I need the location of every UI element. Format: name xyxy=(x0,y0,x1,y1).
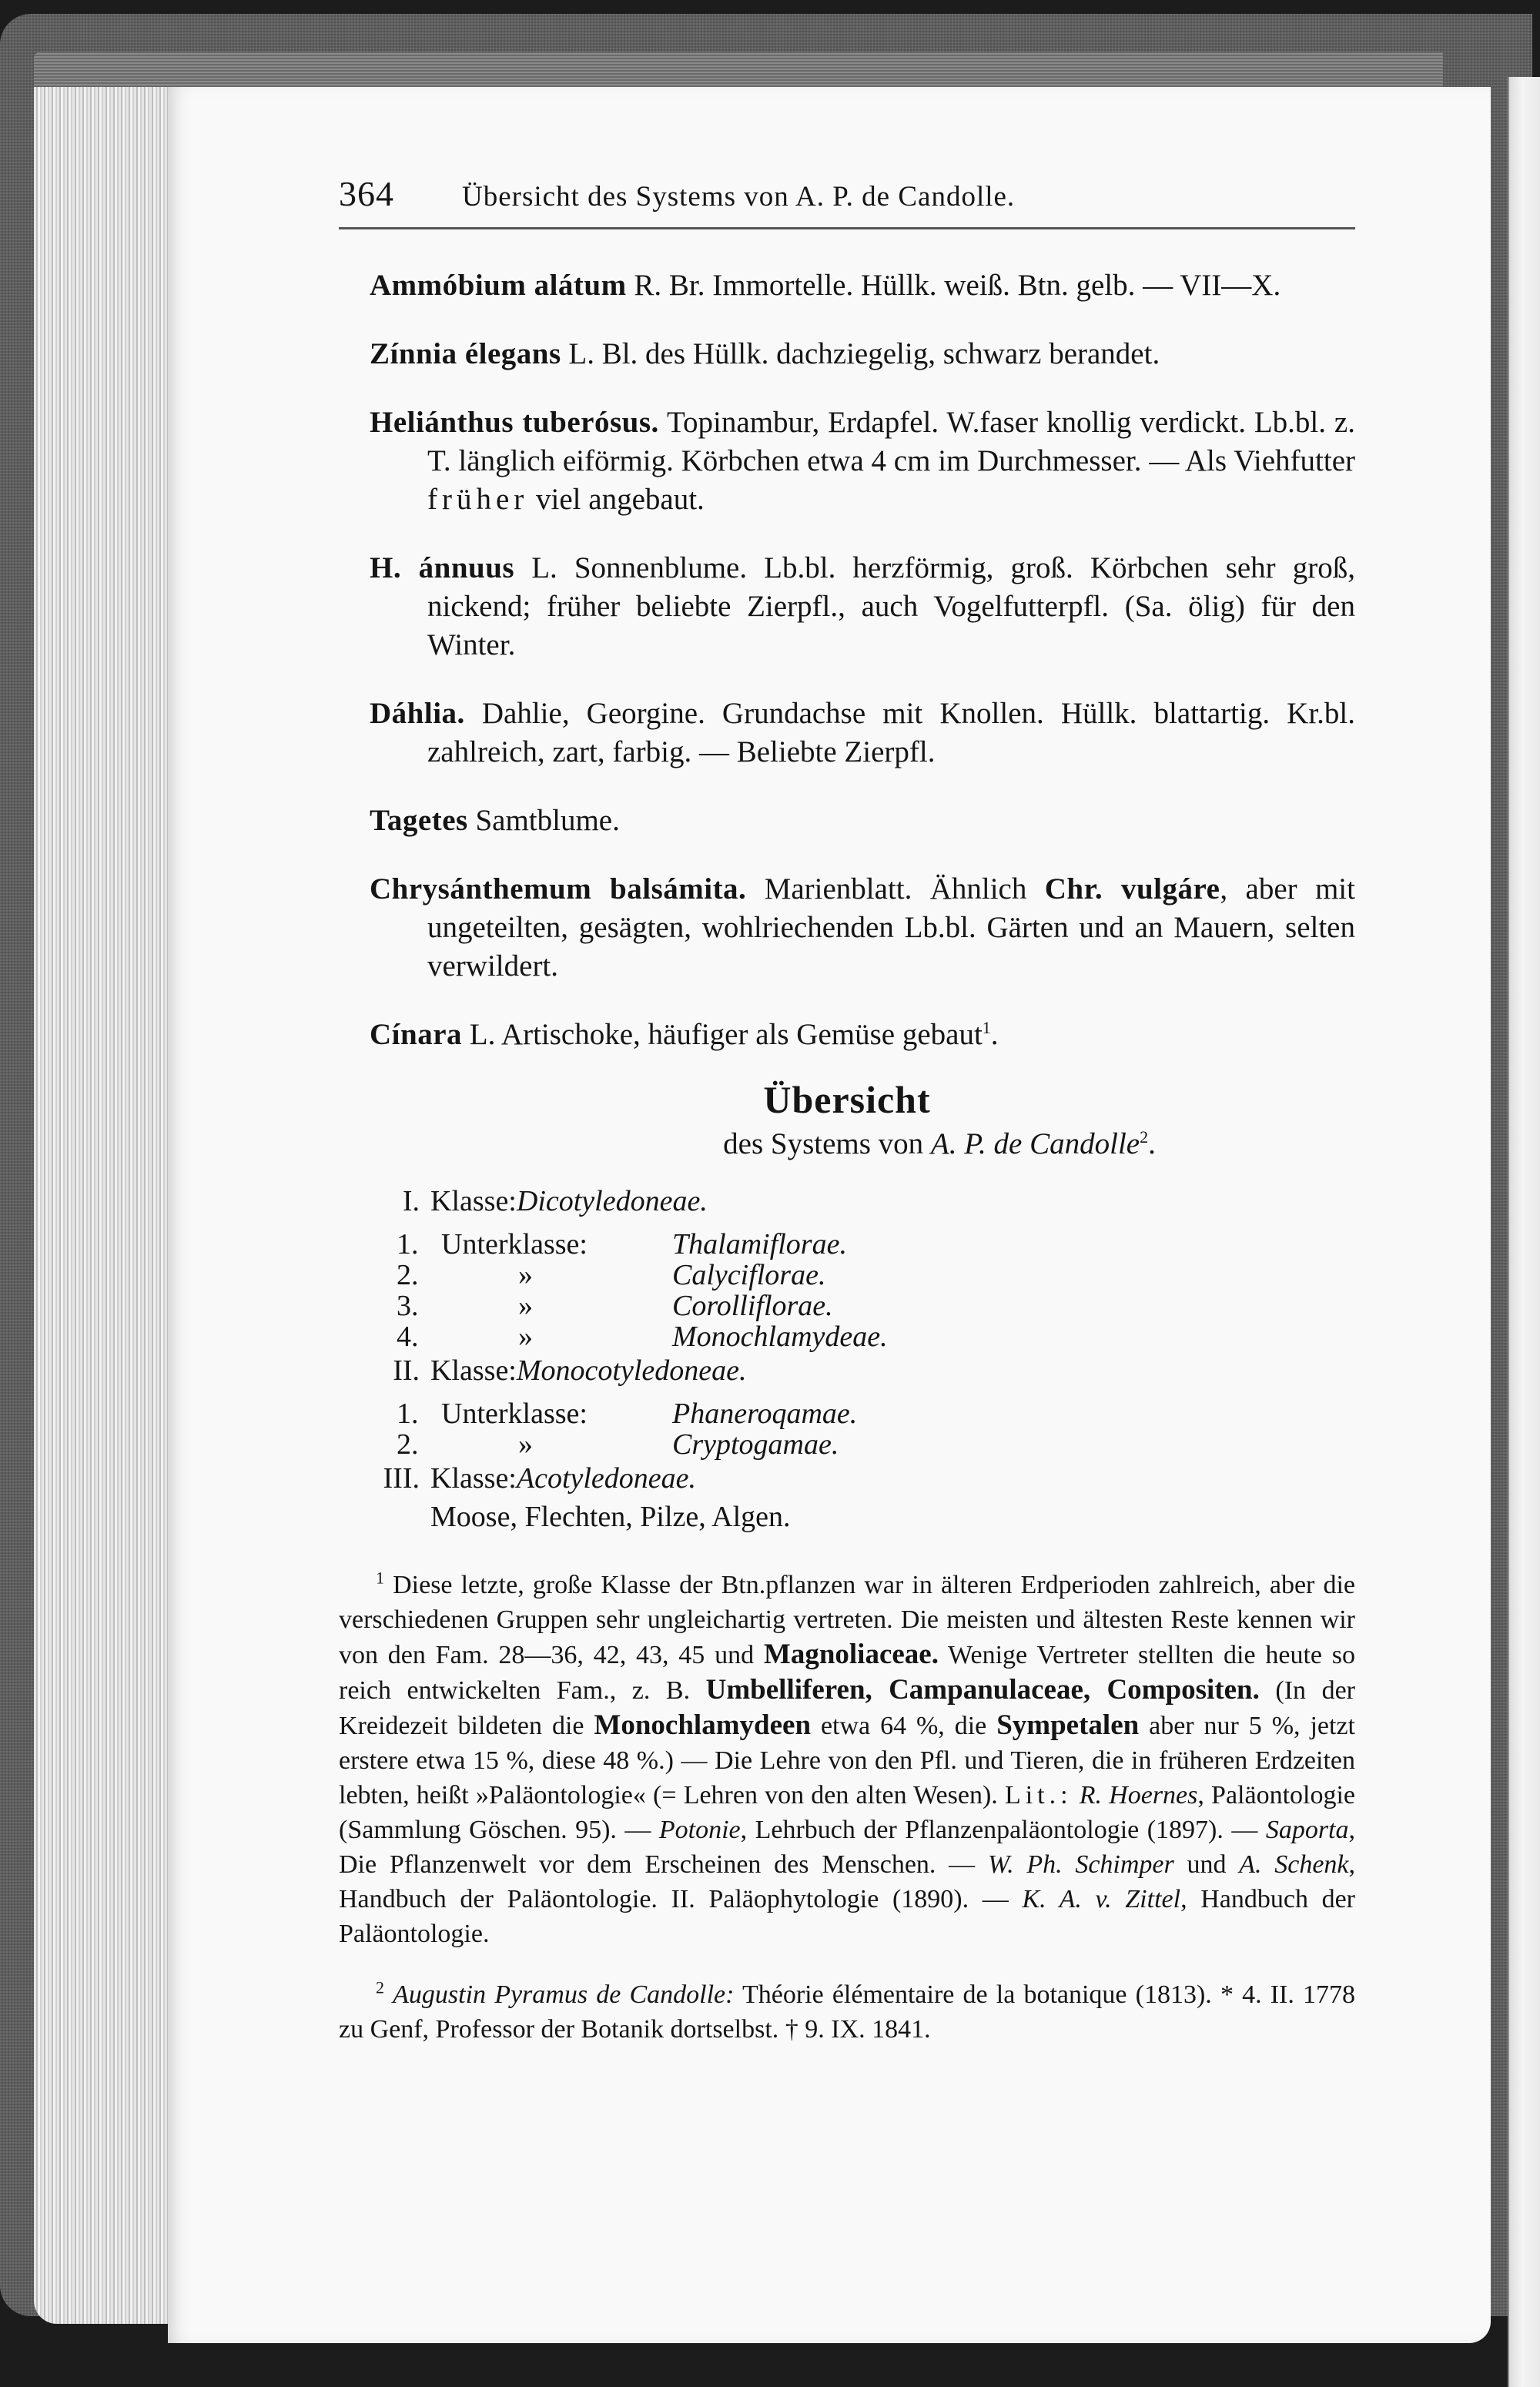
entry-helianthus-annuus: H. ánnuus L. Sonnenblume. Lb.bl. herzförmig, groß. Körbchen sehr groß, nickend; früher beliebte Zierpfl., auch Vogelfutterpfl. (Sa. ölig) für den Winter. xyxy=(370,551,1355,661)
class-row: III. Klasse: Acotyledoneae. xyxy=(339,1460,1355,1497)
footnote-marker: 1 xyxy=(376,1568,384,1588)
entry-name: Tagetes xyxy=(370,804,468,837)
entry-chrysanthemum: Chrysánthemum balsámita. Marienblatt. Ähnlich Chr. vulgáre, aber mit ungeteilten, gesägten, wohlriechenden Lb.bl. Gärten und an Mauern, selten verwildert. xyxy=(370,872,1355,983)
footnotes xyxy=(339,1568,1355,2047)
entry-cinara: Cínara L. Artischoke, häufiger als Gemüse gebaut$^1$. xyxy=(370,1018,999,1051)
subclass-row: 4. » Monochlamydeae. xyxy=(397,1321,888,1353)
page-edges xyxy=(34,52,169,2324)
entry-name: H. ánnuus xyxy=(370,551,515,584)
entry-name: Heliánthus tuberósus. xyxy=(370,406,659,439)
entry-dahlia: Dáhlia. Dahlie, Georgine. Grundachse mit Knollen. Hüllk. blattartig. Kr.bl. zahlreich, zart, farbig. — Beliebte Zierpfl. xyxy=(370,697,1355,768)
entry-helianthus-tuberosus: Heliánthus tuberósus. Topinambur, Erdapfel. W.faser knollig verdickt. Lb.bl. z. T. länglich eiförmig. Körbchen etwa 4 cm im Durchmesser. — Als Viehfutter früher viel angebaut. xyxy=(370,406,1355,516)
running-title: Übersicht des Systems von A. P. de Candolle. xyxy=(462,181,1016,213)
class-name: Monocotyledoneae. xyxy=(516,1354,747,1387)
entry-zinnia: Zínnia élegans L. Bl. des Hüllk. dachziegelig, schwarz berandet. xyxy=(370,337,1160,370)
entry-name: Ammóbium alátum xyxy=(370,269,627,302)
footnote-ref[interactable]: 1 xyxy=(982,1018,991,1037)
class-groups: Moose, Flechten, Pilze, Algen. xyxy=(430,1501,791,1533)
entry-name: Dáhlia. xyxy=(370,697,465,730)
page-content xyxy=(339,173,1355,2048)
subclass-row: 3. » Corolliflorae. xyxy=(397,1290,833,1322)
class-name: Dicotyledoneae. xyxy=(516,1185,708,1217)
page-number: 364 xyxy=(339,174,394,213)
overview-subtitle: des Systems von A. P. de Candolle$^2$. xyxy=(723,1127,1156,1160)
facing-page-edge xyxy=(1508,77,1540,2387)
class-row: I. Klasse: Dicotyledoneae. xyxy=(339,1183,1355,1220)
running-header xyxy=(339,173,1355,229)
subclass-row: 2. » Cryptogamae. xyxy=(397,1428,839,1461)
entry-name: Chrysánthemum balsámita. xyxy=(370,872,747,906)
entry-tagetes: Tagetes Samtblume. xyxy=(370,804,620,837)
entry-name: Zínnia élegans xyxy=(370,337,561,370)
emphasized-word: früher xyxy=(427,483,529,516)
entry-name-secondary: Chr. vulgáre xyxy=(1044,872,1220,906)
class-name: Acotyledoneae. xyxy=(516,1462,697,1495)
system-overview xyxy=(339,1077,1355,1537)
subclass-row: 1. Unterklasse: Phaneroqamae. xyxy=(397,1398,858,1430)
class-row: II. Klasse: Monocotyledoneae. xyxy=(339,1352,1355,1389)
footnote-1: $^1$ Diese letzte, große Klasse der Btn.pflanzen war in älteren Erdperioden zahlreich, aber die verschiedenen Gruppen sehr ungleichartig vertreten. Die meisten und ältesten Reste kennen wir von den Fam. 28—36, 42, 43, 45 und Magnoliaceae. Wenige Vertreter stellten die heute so reich entwickelten Fam., z. B. Umbelliferen, Campanulaceae, Compositen. (In der Kreidezeit bildeten die Monochlamydeen etwa 64 %, die Sympetalen aber nur 5 %, jetzt erstere etwa 15 %, diese 48 %.) — Die Lehre von den Pfl. und Tieren, die in früheren Erdzeiten lebten, heißt »Paläontologie« (= Lehren von den alten Wesen). Lit.: R. Hoernes, Paläontologie (Sammlung Göschen. 95). — Potonie, Lehrbuch der Pflanzenpaläontologie (1897). — Saporta, Die Pflanzenwelt vor dem Erscheinen des Menschen. — W. Ph. Schimper und A. Schenk, Handbuch der Paläontologie. II. Paläophytologie (1890). — K. A. v. Zittel, Handbuch der Paläontologie. xyxy=(339,1568,1356,1948)
entry-ammobium: Ammóbium alátum R. Br. Immortelle. Hüllk. weiß. Btn. gelb. — VII—X. xyxy=(370,269,1281,302)
footnote-2: $^2$ Augustin Pyramus de Candolle: Théorie élémentaire de la botanique (1813). * 4. II. 1778 zu Genf, Professor der Botanik dortselbst. † 9. IX. 1841. xyxy=(339,1977,1356,2044)
plant-entries xyxy=(339,266,1355,1054)
subclass-row: 2. » Calyciflorae. xyxy=(397,1259,826,1291)
footnote-marker: 2 xyxy=(376,1977,384,1997)
entry-name: Cínara xyxy=(370,1018,462,1051)
overview-title: Übersicht xyxy=(763,1078,931,1121)
book-top-edge xyxy=(34,52,1443,87)
subclass-row: 1. Unterklasse: Thalamiflorae. xyxy=(397,1228,847,1260)
author-name: A. P. de Candolle xyxy=(930,1127,1140,1160)
footnote-ref[interactable]: 2 xyxy=(1140,1127,1149,1147)
